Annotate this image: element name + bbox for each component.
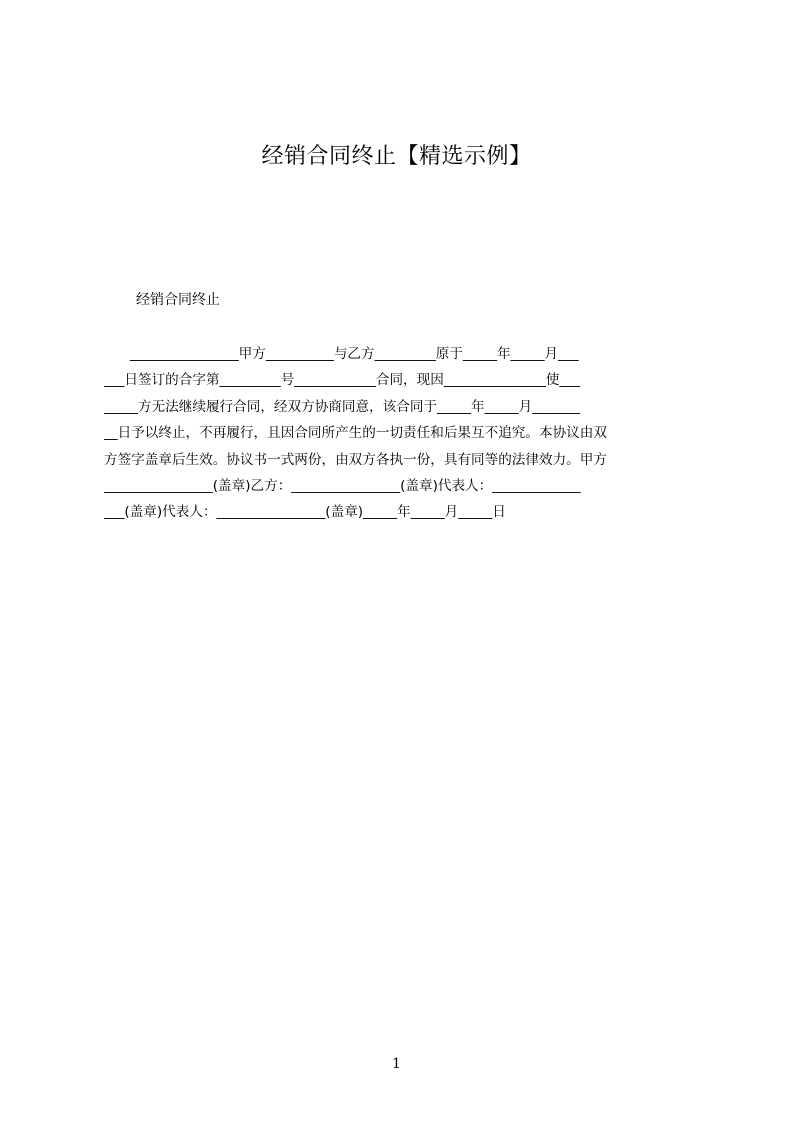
page-number: 1 [392, 1056, 401, 1072]
subheading: 经销合同终止 [136, 292, 220, 308]
page-title: 经销合同终止【精选示例】 [261, 144, 532, 169]
body-line-3: _____方无法继续履行合同，经双方协商同意，该合同于_____年_____月_______ [104, 398, 580, 415]
body-line-4: __日予以终止，不再履行，且因合同所产生的一切责任和后果互不追究。本协议由双 [104, 425, 607, 442]
body-line-2: ___日签订的合字第_________号____________合同，现因_______________使___ [104, 372, 580, 389]
body-line-1: ________________甲方__________与乙方_________原于_____年_____月___ [104, 346, 579, 362]
body-line-5: 方签字盖章后生效。协议书一式两份，由双方各执一份，具有同等的法律效力。甲方 [104, 451, 607, 468]
contract-body [104, 341, 700, 526]
body-line-6: ________________(盖章)乙方：________________(盖章)代表人：_____________ [104, 477, 581, 494]
body-line-7: ___(盖章)代表人：________________(盖章)_____年_____月_____日 [104, 504, 506, 521]
